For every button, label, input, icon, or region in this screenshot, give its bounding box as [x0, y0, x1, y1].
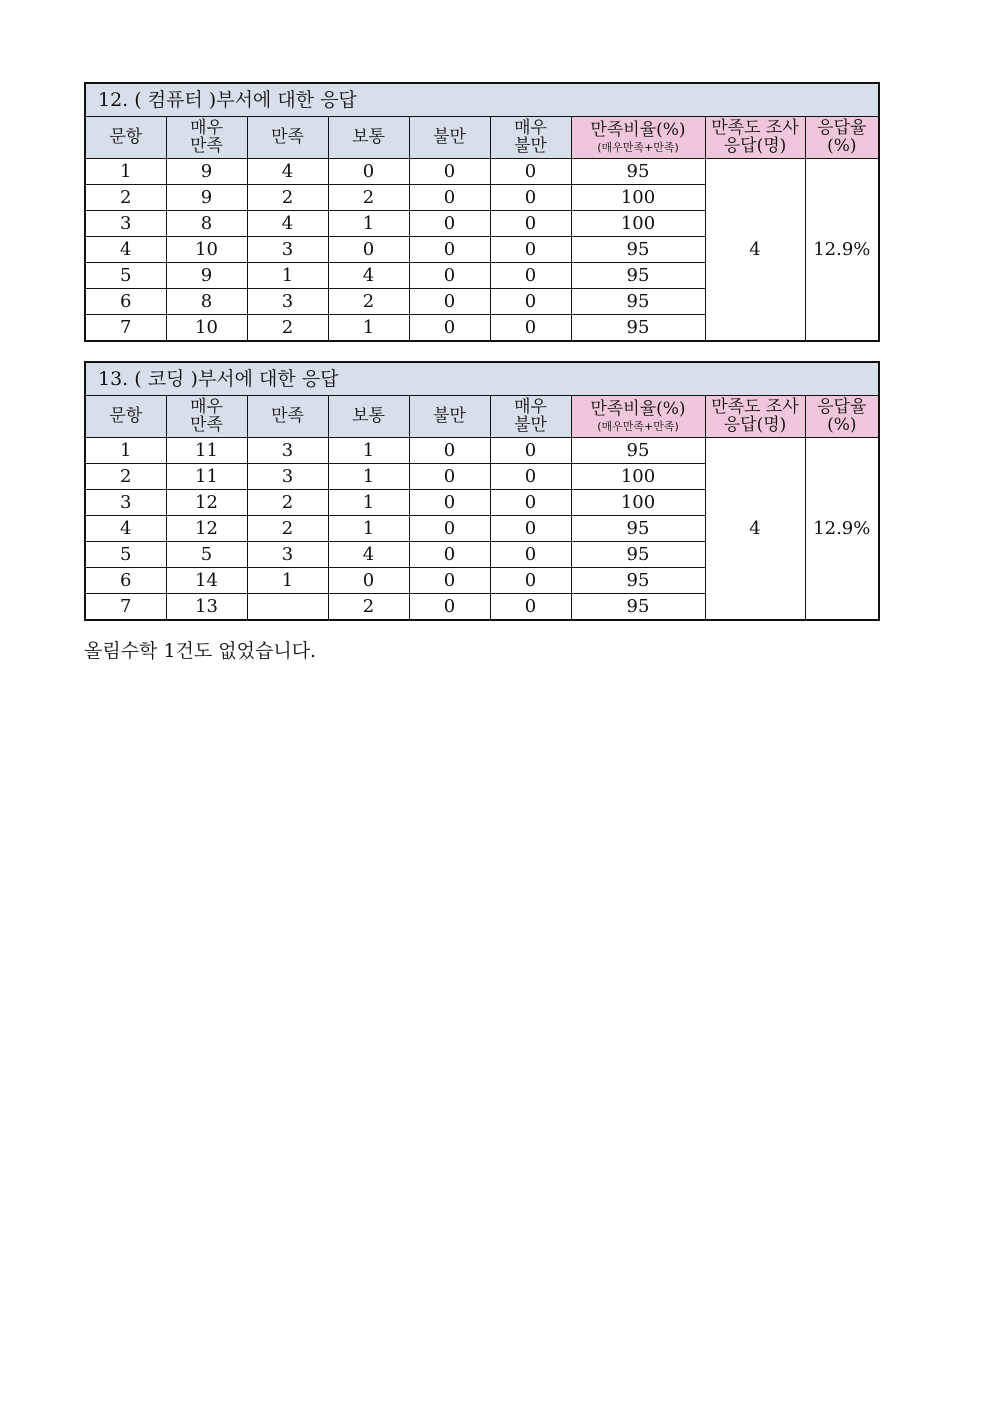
- header-response-rate: 응답율 (%): [805, 396, 879, 438]
- header-very-dissatisfied: 매우 불만: [490, 117, 571, 159]
- cell-very-satisfied: 14: [166, 568, 247, 594]
- cell-ratio: 95: [571, 516, 705, 542]
- cell-item: 3: [85, 490, 166, 516]
- survey-table-computer: [84, 82, 880, 342]
- cell-dissatisfied: 0: [409, 516, 490, 542]
- header-satisfaction-ratio: 만족비율(%) (매우만족+만족): [571, 117, 705, 159]
- cell-normal: 2: [328, 185, 409, 211]
- cell-ratio: 100: [571, 464, 705, 490]
- cell-satisfied: [247, 594, 328, 621]
- cell-item: 1: [85, 438, 166, 464]
- header-normal: 보통: [328, 117, 409, 159]
- cell-item: 3: [85, 211, 166, 237]
- cell-very-satisfied: 13: [166, 594, 247, 621]
- cell-item: 4: [85, 516, 166, 542]
- cell-normal: 1: [328, 490, 409, 516]
- cell-ratio: 95: [571, 237, 705, 263]
- cell-satisfied: 4: [247, 159, 328, 185]
- cell-dissatisfied: 0: [409, 438, 490, 464]
- header-satisfied: 만족: [247, 396, 328, 438]
- cell-ratio: 100: [571, 185, 705, 211]
- cell-normal: 0: [328, 159, 409, 185]
- cell-very-dissatisfied: 0: [490, 542, 571, 568]
- cell-item: 6: [85, 568, 166, 594]
- cell-normal: 1: [328, 211, 409, 237]
- cell-dissatisfied: 0: [409, 289, 490, 315]
- response-rate-value: 12.9%: [805, 438, 879, 621]
- footer-note: 올림수학 1건도 없었습니다.: [84, 640, 317, 662]
- cell-very-satisfied: 8: [166, 289, 247, 315]
- header-response-rate: 응답율 (%): [805, 117, 879, 159]
- cell-item: 1: [85, 159, 166, 185]
- cell-very-dissatisfied: 0: [490, 464, 571, 490]
- cell-ratio: 95: [571, 542, 705, 568]
- table-title: 12. ( 컴퓨터 )부서에 대한 응답: [85, 83, 879, 117]
- header-very-satisfied: 매우 만족: [166, 396, 247, 438]
- response-rate-value: 12.9%: [805, 159, 879, 342]
- cell-very-dissatisfied: 0: [490, 438, 571, 464]
- cell-dissatisfied: 0: [409, 159, 490, 185]
- header-item: 문항: [85, 117, 166, 159]
- header-very-satisfied: 매우 만족: [166, 117, 247, 159]
- cell-item: 7: [85, 315, 166, 342]
- cell-very-dissatisfied: 0: [490, 289, 571, 315]
- cell-normal: 2: [328, 594, 409, 621]
- cell-dissatisfied: 0: [409, 464, 490, 490]
- cell-very-satisfied: 11: [166, 438, 247, 464]
- header-very-dissatisfied: 매우 불만: [490, 396, 571, 438]
- cell-normal: 0: [328, 237, 409, 263]
- cell-satisfied: 2: [247, 490, 328, 516]
- cell-ratio: 95: [571, 263, 705, 289]
- cell-very-satisfied: 9: [166, 185, 247, 211]
- header-satisfied: 만족: [247, 117, 328, 159]
- cell-very-dissatisfied: 0: [490, 185, 571, 211]
- cell-normal: 2: [328, 289, 409, 315]
- cell-normal: 1: [328, 438, 409, 464]
- cell-satisfied: 1: [247, 568, 328, 594]
- cell-dissatisfied: 0: [409, 542, 490, 568]
- cell-ratio: 100: [571, 490, 705, 516]
- cell-dissatisfied: 0: [409, 315, 490, 342]
- cell-item: 2: [85, 464, 166, 490]
- cell-dissatisfied: 0: [409, 594, 490, 621]
- cell-dissatisfied: 0: [409, 237, 490, 263]
- cell-very-dissatisfied: 0: [490, 594, 571, 621]
- survey-table-coding: [84, 361, 880, 621]
- cell-very-satisfied: 12: [166, 516, 247, 542]
- cell-very-dissatisfied: 0: [490, 211, 571, 237]
- cell-very-dissatisfied: 0: [490, 237, 571, 263]
- cell-dissatisfied: 0: [409, 211, 490, 237]
- cell-normal: 4: [328, 542, 409, 568]
- cell-ratio: 95: [571, 289, 705, 315]
- cell-satisfied: 3: [247, 438, 328, 464]
- cell-item: 6: [85, 289, 166, 315]
- cell-very-satisfied: 9: [166, 159, 247, 185]
- table-title: 13. ( 코딩 )부서에 대한 응답: [85, 362, 879, 396]
- cell-very-satisfied: 12: [166, 490, 247, 516]
- table-row: [85, 159, 879, 185]
- cell-satisfied: 3: [247, 289, 328, 315]
- cell-satisfied: 3: [247, 464, 328, 490]
- cell-dissatisfied: 0: [409, 490, 490, 516]
- table-row: [85, 438, 879, 464]
- header-dissatisfied: 불만: [409, 396, 490, 438]
- cell-ratio: 95: [571, 438, 705, 464]
- cell-item: 7: [85, 594, 166, 621]
- cell-very-satisfied: 10: [166, 315, 247, 342]
- cell-normal: 4: [328, 263, 409, 289]
- cell-very-satisfied: 5: [166, 542, 247, 568]
- cell-satisfied: 3: [247, 542, 328, 568]
- cell-very-satisfied: 9: [166, 263, 247, 289]
- cell-item: 5: [85, 263, 166, 289]
- cell-ratio: 95: [571, 594, 705, 621]
- cell-very-dissatisfied: 0: [490, 159, 571, 185]
- cell-very-dissatisfied: 0: [490, 568, 571, 594]
- cell-satisfied: 1: [247, 263, 328, 289]
- cell-very-dissatisfied: 0: [490, 490, 571, 516]
- cell-ratio: 95: [571, 159, 705, 185]
- cell-satisfied: 4: [247, 211, 328, 237]
- cell-item: 2: [85, 185, 166, 211]
- cell-ratio: 95: [571, 315, 705, 342]
- cell-normal: 1: [328, 464, 409, 490]
- cell-satisfied: 2: [247, 516, 328, 542]
- cell-very-dissatisfied: 0: [490, 263, 571, 289]
- cell-very-satisfied: 8: [166, 211, 247, 237]
- header-item: 문항: [85, 396, 166, 438]
- respondents-value: 4: [705, 159, 805, 342]
- cell-very-satisfied: 10: [166, 237, 247, 263]
- cell-dissatisfied: 0: [409, 263, 490, 289]
- header-normal: 보통: [328, 396, 409, 438]
- cell-satisfied: 3: [247, 237, 328, 263]
- cell-dissatisfied: 0: [409, 185, 490, 211]
- cell-very-dissatisfied: 0: [490, 516, 571, 542]
- cell-item: 5: [85, 542, 166, 568]
- cell-very-dissatisfied: 0: [490, 315, 571, 342]
- header-dissatisfied: 불만: [409, 117, 490, 159]
- cell-satisfied: 2: [247, 315, 328, 342]
- cell-satisfied: 2: [247, 185, 328, 211]
- cell-ratio: 100: [571, 211, 705, 237]
- cell-normal: 1: [328, 315, 409, 342]
- cell-normal: 0: [328, 568, 409, 594]
- cell-item: 4: [85, 237, 166, 263]
- cell-very-satisfied: 11: [166, 464, 247, 490]
- respondents-value: 4: [705, 438, 805, 621]
- header-respondents: 만족도 조사 응답(명): [705, 117, 805, 159]
- cell-ratio: 95: [571, 568, 705, 594]
- header-respondents: 만족도 조사 응답(명): [705, 396, 805, 438]
- header-satisfaction-ratio: 만족비율(%) (매우만족+만족): [571, 396, 705, 438]
- cell-dissatisfied: 0: [409, 568, 490, 594]
- cell-normal: 1: [328, 516, 409, 542]
